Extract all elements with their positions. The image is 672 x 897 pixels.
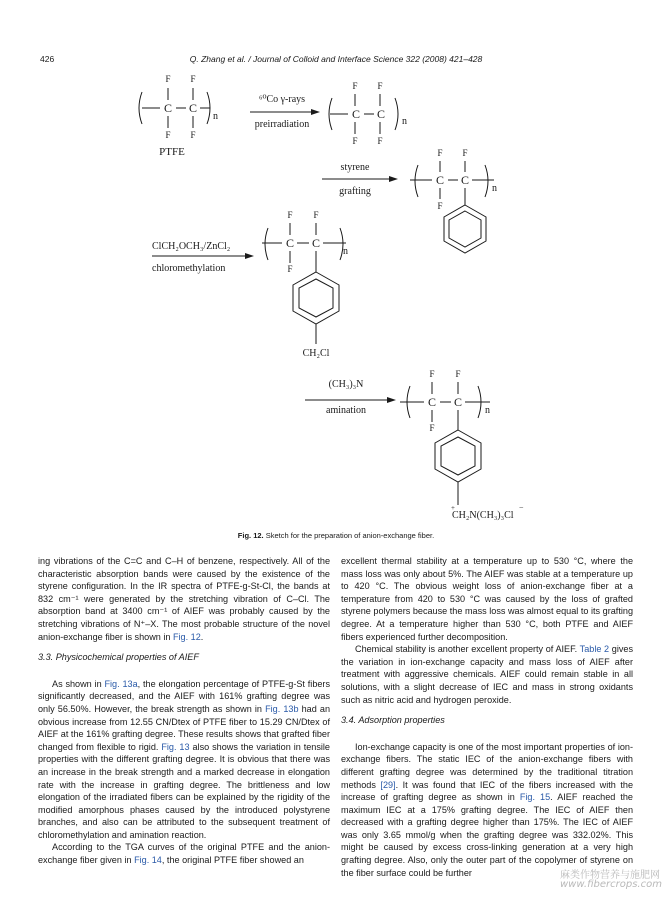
- subscript-n: n: [213, 111, 218, 122]
- paragraph: Ion-exchange capacity is one of the most important properties of ion-exchange fibers. The static IEC of the anion-exchange fibers with different grafting degree was determined by the traditional titration methods [29]. It was found that IEC of the fibers increased with the increase of grafting degree as shown in Fig. 15. AIEF reached the maximum IEC at a 175% grafting degree. The IEC of AIEF then decreased with a grafting degree higher than 175%. The IEC of AIEF was only 3.65 mmol/g when the grafting degree was 332.02%. This might be caused by excess cross-linking generation at a very high grafting degree. Also, only the outer part of the copolymer of styrene on the fiber surface could be further: [341, 741, 633, 878]
- atom-label: F: [377, 81, 383, 91]
- subscript-n: n: [343, 246, 348, 257]
- right-column: [341, 555, 633, 879]
- atom-label: F: [437, 201, 443, 211]
- step3-condition: chloromethylation: [152, 263, 226, 274]
- paragraph: According to the TGA curves of the original PTFE and the anion-exchange fiber given in Fig. 14, the original PTFE fiber showed an: [38, 842, 330, 866]
- plus-charge: +: [451, 504, 455, 512]
- atom-label: F: [437, 148, 443, 158]
- atom-label: F: [429, 369, 435, 379]
- atom-label: F: [455, 369, 461, 379]
- step4-reagent: (CH₃)₃N: [328, 379, 364, 390]
- figure-caption-text: Sketch for the preparation of anion-exchange fiber.: [265, 531, 435, 540]
- section-heading: 3.3. Physicochemical properties of AIEF: [38, 652, 199, 663]
- ch2cl-group: CH₂Cl: [302, 348, 330, 359]
- atom-label: C: [311, 236, 321, 250]
- figure-link[interactable]: Fig. 13b: [265, 703, 299, 714]
- step1-condition: preirradiation: [254, 119, 310, 130]
- atom-label: C: [285, 236, 295, 250]
- figure-caption: [0, 531, 672, 540]
- table-link[interactable]: Table 2: [579, 644, 610, 655]
- atom-label: F: [190, 130, 196, 140]
- atom-label: F: [352, 136, 358, 146]
- atom-label: C: [460, 173, 470, 187]
- atom-label: F: [287, 210, 293, 220]
- atom-label: F: [377, 136, 383, 146]
- atom-label: C: [163, 101, 173, 115]
- running-header: Q. Zhang et al. / Journal of Colloid and Interface Science 322 (2008) 421–428: [189, 54, 483, 64]
- step2-condition: grafting: [339, 186, 371, 197]
- watermark-url: www.fibercrops.com: [560, 879, 662, 890]
- reference-link[interactable]: [29]: [380, 779, 396, 790]
- atom-label: F: [190, 74, 196, 84]
- step4-condition: amination: [326, 405, 366, 416]
- atom-label: C: [188, 101, 198, 115]
- figure-link[interactable]: Fig. 12: [172, 631, 201, 642]
- minus-charge: −: [519, 503, 524, 512]
- figure-link[interactable]: Fig. 15: [519, 792, 551, 803]
- page-number: 426: [40, 54, 55, 64]
- atom-label: C: [351, 107, 361, 121]
- atom-label: F: [313, 210, 319, 220]
- paragraph: Chemical stability is another excellent property of AIEF. Table 2 gives the variation in ion-exchange capacity and mass loss of AIEF after treatment with aggressive chemicals. AIEF could remain stable in all solutions, with a slight decrease of IEC and mass in strong oxidants such as nitric acid and hydrogen peroxide.: [341, 644, 633, 705]
- atom-label: C: [376, 107, 386, 121]
- subscript-n: n: [402, 116, 407, 127]
- watermark-text: 麻类作物营养与施肥网: [560, 870, 660, 881]
- paragraph: As shown in Fig. 13a, the elongation percentage of PTFE-g-St fibers significantly decreased, and the AIEF with 161% grafting degree was only 56.50%. However, the break strength as shown in Fig. 13b had an obvious increase from 12.55 CN/Dtex of PTFE fiber to 15.29 CN/Dtex of AIEF at the 161% grafting degree. These results shows that grafted fiber changed from flexible to rigid. Fig. 13 also shows the variation in tensile properties with the different grafting degree. It is obvious that there was an increase in the break strength and a marked decrease in elongation rate with the increase in grafting degree. The brittleness and low elongation of the irradiated fibers can be explained by the rigidity of the modified amorphous phases caused by the introduced polystyrene branches, and also can be attributed to the subsequent treatment of chloromethylation and amination reaction.: [38, 678, 331, 840]
- quaternary-ammonium-group: CH₂N(CH₃)₃Cl: [452, 510, 514, 521]
- atom-label: C: [453, 395, 463, 409]
- step1-reagent: ⁶⁰Co γ-rays: [258, 94, 306, 105]
- left-column: [38, 555, 330, 867]
- section-heading: 3.4. Adsorption properties: [341, 715, 445, 726]
- ptfe-label: PTFE: [159, 146, 185, 158]
- atom-label: F: [462, 148, 468, 158]
- atom-label: F: [429, 423, 435, 433]
- atom-label: C: [435, 173, 445, 187]
- step3-reagent: ClCH₂OCH₃/ZnCl₂: [152, 241, 231, 252]
- figure-link[interactable]: Fig. 14: [134, 855, 162, 866]
- subscript-n: n: [492, 183, 497, 194]
- atom-label: C: [427, 395, 437, 409]
- atom-label: F: [287, 264, 293, 274]
- paragraph: excellent thermal stability at a temperature up to 530 °C, where the mass loss was only about 5%. The AIEF was stable at a temperature up to 420 °C. The obvious weight loss of anion-exchange fiber at a temperature from 420 to 530 °C was caused by the loss of grafted styrene polymers because the mass loss was almost equal to its grafting degree. At a temperature higher than 530 °C, both PTFE and AIEF fibers experienced further decomposition.: [341, 556, 633, 642]
- figure-link[interactable]: Fig. 13: [161, 741, 190, 752]
- figure-link[interactable]: Fig. 13a: [104, 678, 138, 689]
- step2-reagent: styrene: [340, 162, 370, 173]
- reaction-scheme-figure: [0, 60, 672, 530]
- paragraph: ing vibrations of the C=C and C–H of benzene, respectively. All of the characteristic absorption bands were caused by the existence of the styrene configuration. In the IR spectra of PTFE-g-St-Cl, the bands at 832 cm⁻¹ were generated by the stretching vibration of C–Cl. The absorption band at 3400 cm⁻¹ of AIEF was probably caused by the stretching vibrations of N⁺–X. The most probable structure of the novel anion-exchange fiber is shown in Fig. 12.: [38, 556, 330, 642]
- figure-label: Fig. 12.: [237, 531, 264, 540]
- atom-label: F: [352, 81, 358, 91]
- subscript-n: n: [485, 405, 490, 416]
- atom-label: F: [165, 74, 171, 84]
- atom-label: F: [165, 130, 171, 140]
